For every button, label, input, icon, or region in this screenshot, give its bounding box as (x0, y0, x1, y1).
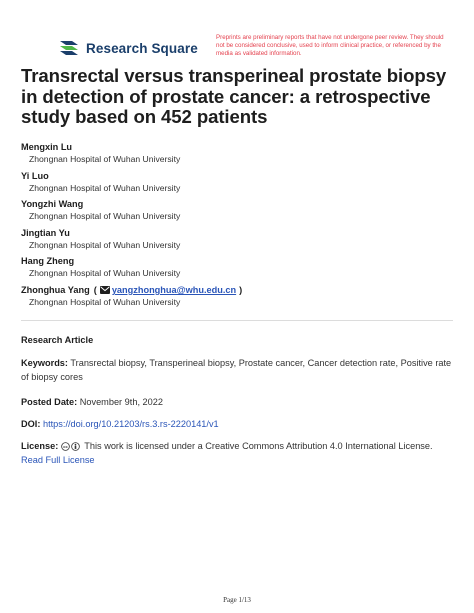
author-affiliation: Zhongnan Hospital of Wuhan University (29, 211, 181, 222)
author-affiliation: Zhongnan Hospital of Wuhan University (29, 296, 181, 307)
logo-text: Research Square (86, 40, 198, 56)
mail-icon (100, 286, 110, 294)
author-entry (21, 255, 461, 284)
doi-link[interactable]: https://doi.org/10.21203/rs.3.rs-2220141/v1 (42, 419, 219, 429)
license-text: This work is licensed under a Creative Commons Attribution 4.0 International License. (84, 441, 433, 451)
posted-date-label: Posted Date: (21, 397, 78, 407)
close-paren: ) (239, 284, 243, 295)
author-name: Mengxin Lu (21, 142, 73, 152)
section-divider (21, 320, 453, 321)
author-name: Hang Zheng (21, 256, 75, 267)
read-full-license-link[interactable]: Read Full License (21, 454, 95, 465)
svg-text:cc: cc (63, 444, 68, 450)
author-affiliation: Zhongnan Hospital of Wuhan University (29, 239, 181, 250)
page-number: Page 1/13 (223, 596, 251, 604)
research-square-logo[interactable] (58, 38, 198, 58)
author-entry (21, 227, 461, 256)
author-name: Zhonghua Yang (21, 284, 90, 295)
keywords-value: Transrectal biopsy, Transperineal biopsy, Prostate cancer, Cancer detection rate, Positive rate of biopsy cores (21, 358, 452, 382)
author-email-group (94, 284, 242, 296)
cc-icon (61, 442, 70, 451)
author-entry (21, 198, 461, 227)
by-icon (71, 442, 80, 451)
license-label: License: (21, 441, 59, 451)
author-entry (21, 170, 461, 199)
keywords-label: Keywords: (21, 358, 68, 368)
author-name: Jingtian Yu (21, 227, 70, 238)
article-type: Research Article (21, 335, 94, 345)
author-affiliation: Zhongnan Hospital of Wuhan University (29, 154, 181, 164)
author-name: Yi Luo (21, 170, 49, 181)
keywords (21, 357, 453, 385)
license (21, 440, 453, 468)
author-entry (21, 141, 461, 170)
doi-label: DOI: (21, 419, 41, 429)
preprint-disclaimer: Preprints are preliminary reports that have not undergone peer review. They should not be considered conclusive, used to inform clinical practice, or referenced by the media as validated information. (216, 34, 444, 58)
posted-date (21, 396, 453, 410)
posted-date-value: November 9th, 2022 (79, 397, 163, 407)
corresponding-author (21, 284, 461, 296)
license-icons (61, 442, 81, 451)
author-email-link[interactable]: yangzhonghua@whu.edu.cn (111, 284, 237, 295)
open-paren: ( (93, 284, 97, 295)
author-name: Yongzhi Wang (21, 199, 84, 210)
research-square-logo-icon (58, 38, 80, 58)
doi (21, 418, 453, 432)
paper-title: Transrectal versus transperineal prostate biopsy in detection of prostate cancer: a retrospective study based on 452 patients (21, 65, 447, 127)
author-entry (21, 284, 461, 313)
author-list (21, 141, 461, 313)
author-affiliation: Zhongnan Hospital of Wuhan University (29, 182, 181, 193)
author-affiliation: Zhongnan Hospital of Wuhan University (29, 268, 181, 279)
